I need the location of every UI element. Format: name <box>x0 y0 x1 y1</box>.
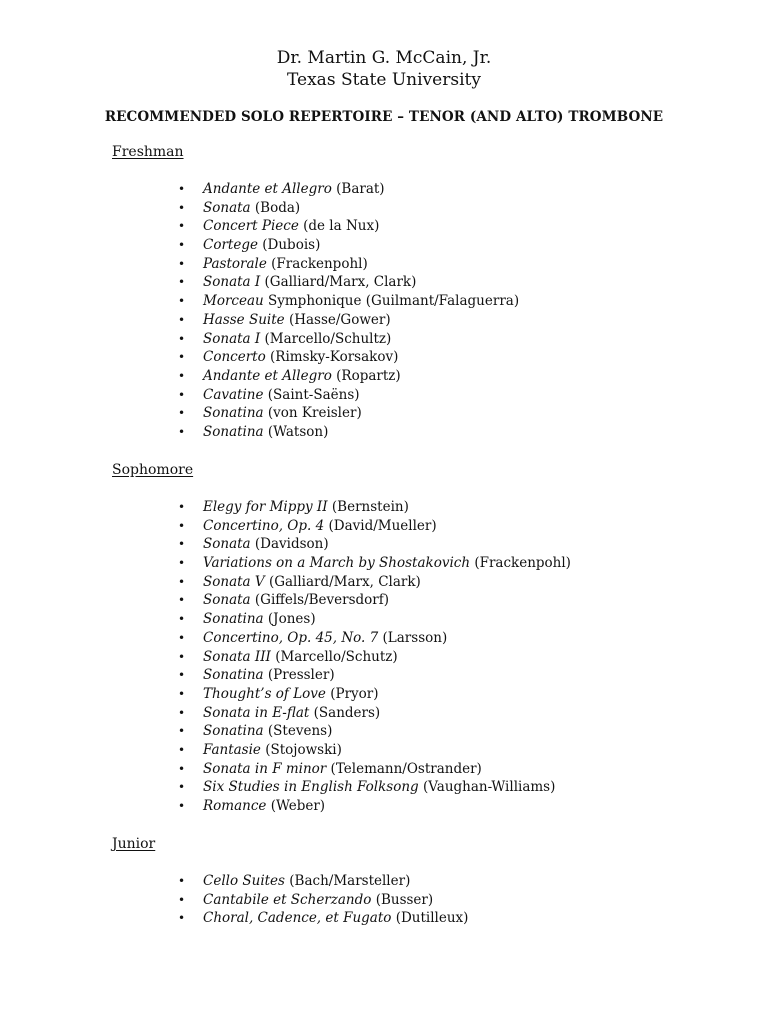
piece-composer: (de la Nux) <box>303 218 380 235</box>
bullet-icon: • <box>178 200 186 215</box>
bullet-icon: • <box>178 424 186 439</box>
list-item <box>178 591 571 610</box>
piece-composer: (Weber) <box>270 798 326 814</box>
bullet-icon: • <box>178 705 186 720</box>
repertoire-list <box>178 180 519 442</box>
bullet-icon: • <box>178 724 186 739</box>
bullet-icon: • <box>178 892 186 907</box>
piece-composer: (Dutilleux) <box>395 910 469 927</box>
piece-composer: (Marcello/Schutz) <box>275 648 398 665</box>
piece-title: Andante et Allegro <box>203 181 332 197</box>
bullet-icon: • <box>178 518 186 533</box>
bullet-icon: • <box>178 350 186 365</box>
bullet-icon: • <box>178 275 186 290</box>
piece-composer: (Bach/Marsteller) <box>289 873 411 889</box>
piece-title: Concertino, Op. 4 <box>203 517 325 534</box>
piece-composer: (Frackenpohl) <box>474 555 571 572</box>
piece-title: Sonata <box>203 592 251 609</box>
piece-title: Concertino, Op. 45, No. 7 <box>203 629 379 646</box>
piece-title: Sonata V <box>203 573 265 590</box>
repertoire-list <box>178 872 468 928</box>
piece-title: Sonata in E-flat <box>203 704 310 721</box>
bullet-icon: • <box>178 780 186 795</box>
piece-composer: (Sanders) <box>313 704 381 721</box>
list-item <box>178 236 519 255</box>
list-item <box>178 404 519 423</box>
piece-title: Sonata I <box>203 274 261 291</box>
list-item <box>178 311 519 330</box>
piece-title: Hasse Suite <box>203 311 285 328</box>
list-item <box>178 629 571 648</box>
list-item <box>178 760 571 779</box>
bullet-icon: • <box>178 406 186 421</box>
piece-title: Morceau <box>203 293 264 310</box>
list-item <box>178 648 571 667</box>
piece-title: Sonatina <box>203 667 264 684</box>
list-item <box>178 872 468 891</box>
list-item <box>178 554 571 573</box>
piece-composer: (Pryor) <box>330 685 379 702</box>
list-item <box>178 610 571 629</box>
piece-title: Cantabile et Scherzando <box>203 891 372 908</box>
section-freshman <box>112 143 732 440</box>
piece-composer: (Jones) <box>267 611 316 628</box>
list-item <box>178 423 519 442</box>
piece-composer: (Barat) <box>336 181 385 197</box>
bullet-icon: • <box>178 574 186 589</box>
piece-title: Choral, Cadence, et Fugato <box>203 910 392 927</box>
piece-composer: (Marcello/Schultz) <box>264 330 392 347</box>
piece-title: Sonatina <box>203 423 264 440</box>
list-item <box>178 330 519 349</box>
piece-title: Sonata I <box>203 330 261 347</box>
list-item <box>178 741 571 760</box>
piece-title: Elegy for Mippy II <box>203 499 328 515</box>
bullet-icon: • <box>178 331 186 346</box>
piece-title: Thought’s of Love <box>203 685 326 702</box>
piece-composer: (Galliard/Marx, Clark) <box>268 573 421 590</box>
bullet-icon: • <box>178 761 186 776</box>
list-item <box>178 778 571 797</box>
piece-title: Fantasie <box>203 741 261 758</box>
section-title: Sophomore <box>112 462 194 478</box>
list-item <box>178 891 468 910</box>
piece-composer: (Watson) <box>267 423 329 440</box>
list-item <box>178 273 519 292</box>
bullet-icon: • <box>178 256 186 271</box>
piece-title: Sonata <box>203 199 251 216</box>
piece-composer: (Davidson) <box>254 536 329 553</box>
bullet-icon: • <box>178 182 186 196</box>
bullet-icon: • <box>178 742 186 757</box>
piece-title: Andante et Allegro <box>203 367 332 384</box>
list-item <box>178 255 519 274</box>
piece-title: Concert Piece <box>203 218 299 235</box>
piece-composer: (Boda) <box>254 199 301 216</box>
bullet-icon: • <box>178 649 186 664</box>
section-sophomore <box>112 461 732 814</box>
list-item <box>178 535 571 554</box>
piece-title: Romance <box>203 798 267 814</box>
bullet-icon: • <box>178 630 186 645</box>
list-item <box>178 386 519 405</box>
list-item <box>178 292 519 311</box>
bullet-icon: • <box>178 612 186 627</box>
piece-composer: (Pressler) <box>267 667 335 684</box>
piece-title: Cortege <box>203 237 258 254</box>
bullet-icon: • <box>178 668 186 683</box>
bullet-icon: • <box>178 312 186 327</box>
bullet-icon: • <box>178 387 186 402</box>
author-name: Dr. Martin G. McCain, Jr. <box>276 48 492 68</box>
bullet-icon: • <box>178 500 186 514</box>
list-item <box>178 573 571 592</box>
piece-title: Pastorale <box>203 255 267 272</box>
piece-title: Concerto <box>203 349 266 366</box>
bullet-icon: • <box>178 593 186 608</box>
list-item <box>178 199 519 218</box>
list-item <box>178 685 571 704</box>
piece-composer: (Larsson) <box>382 629 448 646</box>
piece-composer: (Vaughan-Williams) <box>423 779 556 796</box>
piece-title: Sonatina <box>203 611 264 628</box>
list-item <box>178 498 571 517</box>
bullet-icon: • <box>178 799 186 813</box>
piece-composer: (Dubois) <box>262 237 321 254</box>
bullet-icon: • <box>178 368 186 383</box>
piece-composer: (Hasse/Gower) <box>288 311 391 328</box>
piece-composer: (Stojowski) <box>265 741 342 758</box>
list-item <box>178 517 571 536</box>
bullet-icon: • <box>178 238 186 253</box>
piece-title: Sonata III <box>203 648 271 665</box>
piece-composer: Symphonique (Guilmant/Falaguerra) <box>268 293 520 310</box>
piece-composer: (Stevens) <box>267 723 333 740</box>
piece-title: Cavatine <box>203 386 264 403</box>
list-item <box>178 348 519 367</box>
list-item <box>178 704 571 723</box>
list-item <box>178 797 571 816</box>
section-title: Freshman <box>112 144 184 160</box>
bullet-icon: • <box>178 294 186 309</box>
bullet-icon: • <box>178 686 186 701</box>
bullet-icon: • <box>178 911 186 926</box>
piece-title: Cello Suites <box>203 873 285 889</box>
bullet-icon: • <box>178 556 186 571</box>
document-title: RECOMMENDED SOLO REPERTOIRE – TENOR (AND ALTO) TROMBONE <box>104 109 664 125</box>
piece-composer: (Giffels/Beversdorf) <box>254 592 390 609</box>
list-item <box>178 367 519 386</box>
piece-composer: (Telemann/Ostrander) <box>330 760 482 777</box>
piece-title: Sonatina <box>203 723 264 740</box>
piece-composer: (Ropartz) <box>336 367 401 384</box>
bullet-icon: • <box>178 219 186 234</box>
piece-title: Sonatina <box>203 405 264 422</box>
list-item <box>178 217 519 236</box>
list-item <box>178 180 519 199</box>
piece-composer: (David/Mueller) <box>328 517 437 534</box>
piece-composer: (von Kreisler) <box>267 405 362 422</box>
piece-composer: (Galliard/Marx, Clark) <box>264 274 417 291</box>
repertoire-list <box>178 498 571 816</box>
list-item <box>178 722 571 741</box>
university-name: Texas State University <box>287 70 481 90</box>
bullet-icon: • <box>178 874 186 888</box>
piece-title: Variations on a March by Shostakovich <box>203 555 471 572</box>
bullet-icon: • <box>178 537 186 552</box>
piece-title: Six Studies in English Folksong <box>203 779 419 796</box>
list-item <box>178 909 468 928</box>
section-junior <box>112 835 732 927</box>
section-title: Junior <box>112 836 156 852</box>
piece-composer: (Busser) <box>375 891 434 908</box>
list-item <box>178 666 571 685</box>
piece-title: Sonata in F minor <box>203 760 327 777</box>
piece-composer: (Saint-Saëns) <box>267 386 360 403</box>
piece-composer: (Rimsky-Korsakov) <box>270 349 399 366</box>
piece-composer: (Bernstein) <box>331 499 409 515</box>
piece-composer: (Frackenpohl) <box>271 255 368 272</box>
piece-title: Sonata <box>203 536 251 553</box>
